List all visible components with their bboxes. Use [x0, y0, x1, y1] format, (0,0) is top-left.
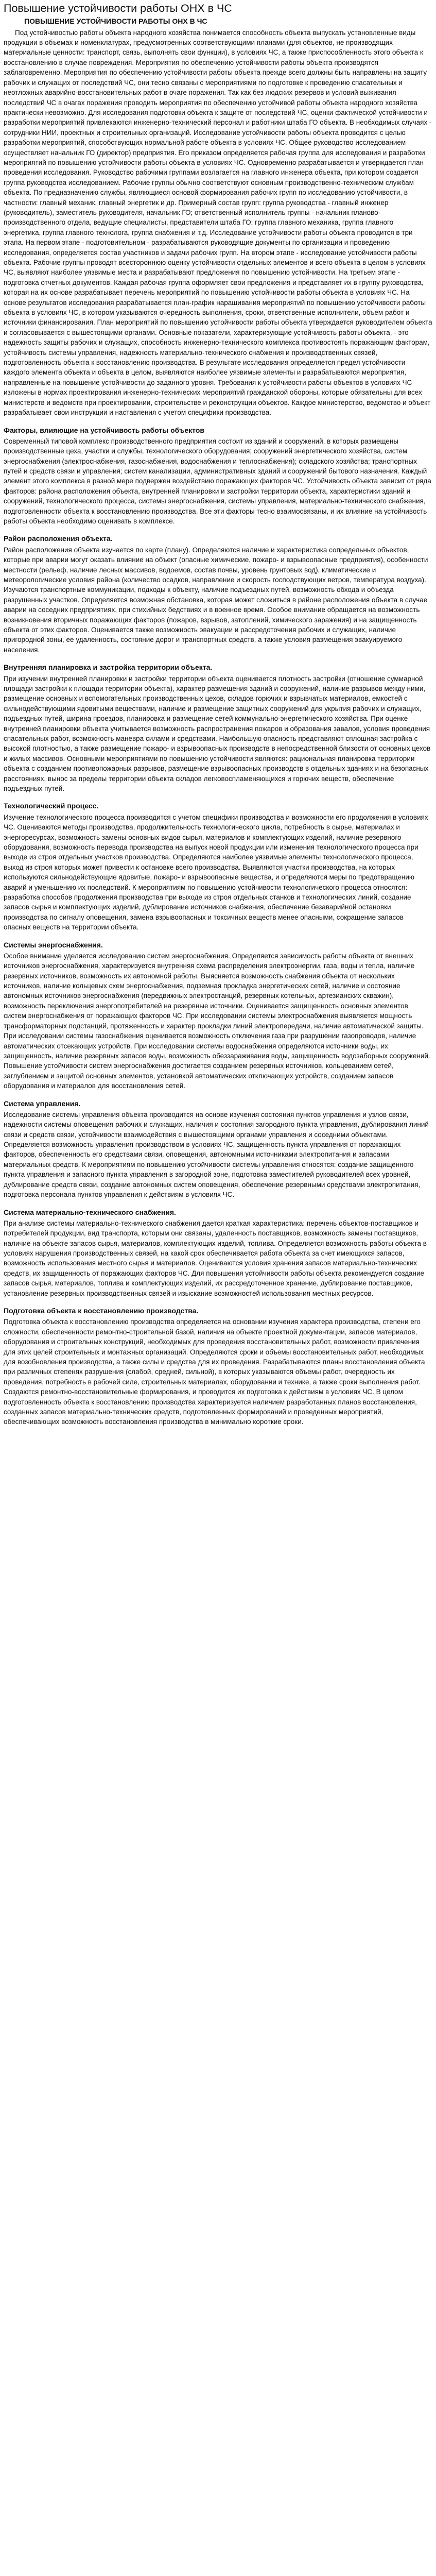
section-management	[4, 1098, 432, 1200]
section-heading-technology: Технологический процесс.	[4, 802, 99, 810]
section-layout	[4, 662, 432, 793]
recovery-paragraph: Подготовка объекта к восстановлению производства определяется на основании изучения характера производства, степени его сложности, обеспеченности ремонтно-строительной базой, наличия на объекте проектной документации, запасов материалов, оборудования и строительных конструкций, необходимых для проведения восстановительных работ, возможности привлечения для этих целей строительных и монтажных организаций. Определяются сроки и объемы восстановительных работ, необходимых для возобновления производства, а также силы и средства для их проведения. Разрабатываются планы восстановления объекта при различных степенях разрушения (слабой, средней, сильной), в которых указываются объемы работ, очередность их проведения, потребность в рабочей силе, строительных материалах, оборудовании и технике, а также сроки выполнения работ. Создаются ремонтно-восстановительные формирования, и проводится их подготовка к действиям в условиях ЧС. В целом подготовленность объекта к восстановлению производства характеризуется наличием разработанных планов восстановления, созданных запасов материально-технических средств, подготовленных формирований и проведенных мероприятий, обеспечивающих возможность восстановления производства в минимально короткие сроки.	[4, 1318, 425, 1426]
section-heading-factors: Факторы, влияющие на устойчивость работы объектов	[4, 426, 204, 434]
section-heading-energy: Системы энергоснабжения.	[4, 940, 103, 949]
section-energy	[4, 940, 432, 1091]
section-heading-supply: Система материально-технического снабжения.	[4, 1208, 176, 1216]
factors-paragraph: Современный типовой комплекс производственного предприятия состоит из зданий и сооружений, в которых размещены производственные цеха, участки и службы, технологического оборудования; сооружений энергетического хозяйства, систем энергоснабжения (электроснабжения, газоснабжения, водоснабжения и теплоснабжения); складского хозяйства; транспортных путей и средств связи и управления; систем канализации, административных зданий и сооружений бытового назначения. Каждый элемент этого комплекса в разной мере подвержен воздействию поражающих факторов ЧС. Устойчивость объекта зависит от ряда факторов: района расположения объекта, внутренней планировки и застройки территории объекта, характеристики зданий и сооружений, технологического процесса, системы энергоснабжения, системы управления, материально-технического снабжения, подготовленности объекта к восстановлению производства. Все эти факторы тесно взаимосвязаны, и их влияние на устойчивость работы объекта необходимо оценивать в комплексе.	[4, 437, 431, 526]
energy-paragraph: Особое внимание уделяется исследованию систем энергоснабжения. Определяется зависимость работы объекта от внешних источников энергоснабжения, характеризуется внутренняя схема распределения электроэнергии, газа, воды и тепла, наличие резервных источников, возможность их автономной работы. Выясняется возможность снабжения объекта от нескольких источников, наличие кольцевых схем энергоснабжения, подземная прокладка энергетических сетей, наличие и состояние автономных источников энергоснабжения (передвижных электростанций, резервных котельных, артезианских скважин), возможность переключения энергопотребителей на резервные источники. Оценивается защищенность основных элементов систем энергоснабжения от поражающих факторов ЧС. При исследовании системы электроснабжения выявляется мощность трансформаторных подстанций, протяженность и характер прокладки линий электропередачи, наличие автоматической защиты. При исследовании системы газоснабжения оценивается возможность отключения газа при разрушении газопроводов, наличие автоматических отсекающих устройств. При исследовании системы водоснабжения определяются источники воды, их защищенность, наличие резервных запасов воды, возможность обеззараживания воды, защищенность водозаборных сооружений. Повышение устойчивости систем энергоснабжения достигается созданием резервных источников, кольцеванием сетей, заглублением и защитой основных элементов, установкой автоматических отключающих устройств, созданием запасов оборудования и материалов для восстановления сетей.	[4, 952, 430, 1090]
section-location	[4, 533, 432, 655]
section-heading-layout: Внутренняя планировка и застройка территории объекта.	[4, 663, 213, 672]
section-supply	[4, 1207, 432, 1299]
section-technology	[4, 801, 432, 932]
supply-paragraph: При анализе системы материально-технического снабжения дается краткая характеристика: перечень объектов-поставщиков и потребителей продукции, вид транспорта, которым они связаны, удаленность поставщиков, возможность замены поставщиков, наличие на объекте запасов сырья, материалов, комплектующих изделий, топлива. Определяется возможность работы объекта в условиях нарушения производственных связей, на какой срок обеспечивается работа объекта за счет имеющихся запасов, возможность использования местного сырья и материалов. Оцениваются условия хранения запасов материально-технических средств, их защищенность от поражающих факторов ЧС. Для повышения устойчивости работы объекта рекомендуется создание запасов сырья, материалов, топлива и комплектующих изделий, их рассредоточенное хранение, дублирование поставщиков, установление резервных производственных связей и изыскание возможностей использования местных ресурсов.	[4, 1219, 427, 1297]
section-recovery	[4, 1306, 432, 1427]
page-title: Повышение устойчивости работы ОНХ в ЧС	[4, 2, 232, 14]
section-factors	[4, 425, 432, 527]
section-heading-management: Система управления.	[4, 1099, 81, 1108]
section-intro	[4, 28, 432, 418]
article-subtitle: ПОВЫШЕНИЕ УСТОЙЧИВОСТИ РАБОТЫ ОНХ В ЧС	[24, 17, 207, 26]
location-paragraph: Район расположения объекта изучается по карте (плану). Определяются наличие и характеристика сопредельных объектов, которые при аварии могут оказать влияние на объект (опасные химические, пожаро- и взрывоопасные предприятия), особенности местности (рельеф, наличие лесных массивов, водоемов, состав почвы, уровень грунтовых вод), климатические и метеорологические условия района (количество осадков, направление и скорость господствующих ветров, температура воздуха). Изучаются транспортные коммуникации, подходы к объекту, наличие подъездных путей, возможность обхода и объезда разрушенных участков. Определяется возможная обстановка, которая может сложиться в районе расположения объекта в случае аварии на соседних предприятиях, при стихийных бедствиях и в военное время. Особое внимание обращается на возможность возникновения вторичных поражающих факторов (пожаров, взрывов, затоплений, химического заражения) и на защищенность объекта от этих факторов. Оценивается также возможность эвакуации и рассредоточения рабочих и служащих, наличие пригородной зоны, ее удаленность, состояние дорог и транспортных средств, а также условия размещения эвакуируемого населения.	[4, 546, 428, 654]
section-heading-recovery: Подготовка объекта к восстановлению производства.	[4, 1307, 199, 1315]
layout-paragraph: При изучении внутренней планировки и застройки территории объекта оценивается плотность застройки (отношение суммарной площади застройки к площади территории объекта), характер размещения зданий и сооружений, наличие разрывов между ними, размещение основных и вспомогательных производственных цехов, складов горючих и взрывчатых материалов, емкостей с сильнодействующими ядовитыми веществами, наличие и размещение защитных сооружений для укрытия рабочих и служащих, подъездных путей, ширина проездов, планировка и размещение сетей коммунально-энергетического хозяйства. При оценке внутренней планировки объекта учитывается возможность распространения пожаров и образования завалов, условия проведения спасательных работ, возможность маневра силами и средствами. Наибольшую опасность представляют сплошная застройка с высокой плотностью, а также размещение пожаро- и взрывоопасных производств в непосредственной близости от основных цехов и жилых массивов. Основными мероприятиями по повышению устойчивости являются: рациональная планировка территории объекта с созданием противопожарных разрывов, размещение взрывоопасных производств в отдельных зданиях и на безопасных расстояниях, вынос за пределы территории объекта складов легковоспламеняющихся и горючих веществ, обеспечение подъездных путей.	[4, 674, 431, 792]
section-heading-location: Район расположения объекта.	[4, 534, 113, 543]
management-paragraph: Исследование системы управления объекта производится на основе изучения состояния пунктов управления и узлов связи, надежности системы оповещения рабочих и служащих, наличия и состояния загородного пункта управления, дублирования линий связи и средств связи, устойчивости взаимодействия с вышестоящими органами управления и соседними объектами. Определяется возможность управления производством в условиях ЧС, защищенность пункта управления от поражающих факторов, обеспеченность его средствами связи, оповещения, автономными источниками электропитания и запасами материальных средств. К мероприятиям по повышению устойчивости системы управления относятся: создание защищенного пункта управления и запасного пункта управления в загородной зоне, подготовка заместителей руководителей всех уровней, дублирование средств связи, создание автономных систем оповещения, обеспечение резервными средствами электропитания, подготовка персонала пунктов управления к действиям в условиях ЧС.	[4, 1110, 429, 1199]
technology-paragraph: Изучение технологического процесса производится с учетом специфики производства и возможности его продолжения в условиях ЧС. Оцениваются методы производства, продолжительность технологического цикла, потребность в сырье, материалах и энергоресурсах, возможность замены основных видов сырья, материалов и комплектующих изделий, наличие резервного оборудования, возможность перевода производства на выпуск новой продукции или изменения технологического процесса при выходе из строя отдельных участков производства. Определяются наиболее уязвимые элементы технологического процесса, выход из строя которых может привести к остановке всего производства. Выявляются участки производства, на которых используются сильнодействующие ядовитые, пожаро- и взрывоопасные вещества, и определяются меры по предотвращению аварий и уменьшению их последствий. К мероприятиям по повышению устойчивости технологического процесса относятся: разработка способов продолжения производства при выходе из строя отдельных станков и технологических линий, создание запасов сырья и комплектующих изделий, дублирование источников снабжения, обеспечение безаварийной остановки производства по сигналу оповещения, замена взрывоопасных и токсичных веществ менее опасными, сокращение запасов опасных веществ на территории объекта.	[4, 813, 428, 931]
intro-paragraph: Под устойчивостью работы объекта народного хозяйства понимается способность объекта выпускать установленные виды продукции в объемах и номенклатурах, предусмотренных соответствующими планами (для объектов, не производящих материальные ценности: транспорт, связь, выполнять свои функции), в условиях ЧС, а также приспособленность этого объекта к восстановлению в случае повреждения. Мероприятия по обеспечению устойчивости работы объекта производятся заблаговременно. Мероприятия по обеспечению устойчивости работы объекта прежде всего должны быть направлены на защиту рабочих и служащих от последствий ЧС, они тесно связаны с мероприятиями по подготовке к проведению спасательных и неотложных аварийно-восстановительных работ в очаге поражения. Так как без людских резервов и условий выживания последствий ЧС в очагах поражения проводить мероприятия по обеспечению устойчивой работы объекта народного хозяйства практически невозможно. Для исследования подготовки объекта к защите от последствий ЧС, оценки фактической устойчивости и разработки мероприятий привлекаются инженерно-технический персонал и работники штаба ГО объекта. В необходимых случаях - сотрудники НИИ, проектных и строительных организаций. Исследование устойчивости работы объекта проводится с целью разработки мероприятий, способствующих нормальной работе объекта в условиях ЧС. Общее руководство исследованием осуществляет начальник ГО (директор) предприятия. Его приказом определяется рабочая группа для исследования и разработки мероприятий по повышению устойчивости работы объекта в условиях ЧС. Одновременно разрабатывается и утверждается план проведения исследования. Руководство рабочими группами возлагается на главного инженера объекта, при котором создается группа руководства исследованием. Рабочие группы обычно соответствуют основным производственно-техническим службам объекта. По предназначению службы, являющиеся основой формирования рабочих групп по исследованию устойчивости, в частности: главный механик, главный энергетик и др. Примерный состав групп: группа руководства - главный инженер (руководитель), заместитель руководителя, начальник ГО; ответственный исполнитель группы - начальник планово-производственного отдела, ведущие специалисты, представители штаба ГО; группа главного механика, группа главного энергетика, группа главного технолога, группа снабжения и т.д. Исследование устойчивости работы объекта проводится в три этапа. На первом этапе - подготовительном - разрабатываются руководящие документы по организации и проведению исследования, определяется состав участников и задачи рабочих групп. На втором этапе - исследование устойчивости работы объекта. Рабочие группы проводят всестороннюю оценку устойчивости отдельных элементов и всего объекта в целом в условиях ЧС, выявляют наиболее уязвимые места и разрабатывают предложения по повышению устойчивости. На третьем этапе - подготовка отчетных документов. Каждая рабочая группа оформляет свои предложения и представляет их в группу руководства, которая на их основе разрабатывает перечень мероприятий по повышению устойчивости работы объекта в условиях ЧС. На основе результатов исследования разрабатывается план-график наращивания мероприятий по повышению устойчивости работы объекта в условиях ЧС, в котором указываются очередность выполнения, сроки, ответственные исполнители, объем работ и источники финансирования. План мероприятий по повышению устойчивости работы объекта утверждается руководителем объекта и согласовывается с вышестоящими органами. Основные показатели, характеризующие устойчивость работы объекта, - это надежность защиты рабочих и служащих, способность инженерно-технического комплекса противостоять поражающим факторам, устойчивость системы управления, надежность материально-технического снабжения и производственных связей, подготовленность объекта к восстановлению производства. В результате исследования определяется предел устойчивости каждого элемента объекта и объекта в целом, выявляются наиболее уязвимые элементы и разрабатываются мероприятия, направленные на повышение устойчивости до заданного уровня. Требования к устойчивости работы объектов в условиях ЧС изложены в нормах проектирования инженерно-технических мероприятий гражданской обороны, которые обязательны для всех министерств и ведомств при проектировании, строительстве и реконструкции объектов. Каждое министерство, ведомство и объект разрабатывает свои инструкции и наставления с учетом специфики производства.	[4, 28, 432, 417]
